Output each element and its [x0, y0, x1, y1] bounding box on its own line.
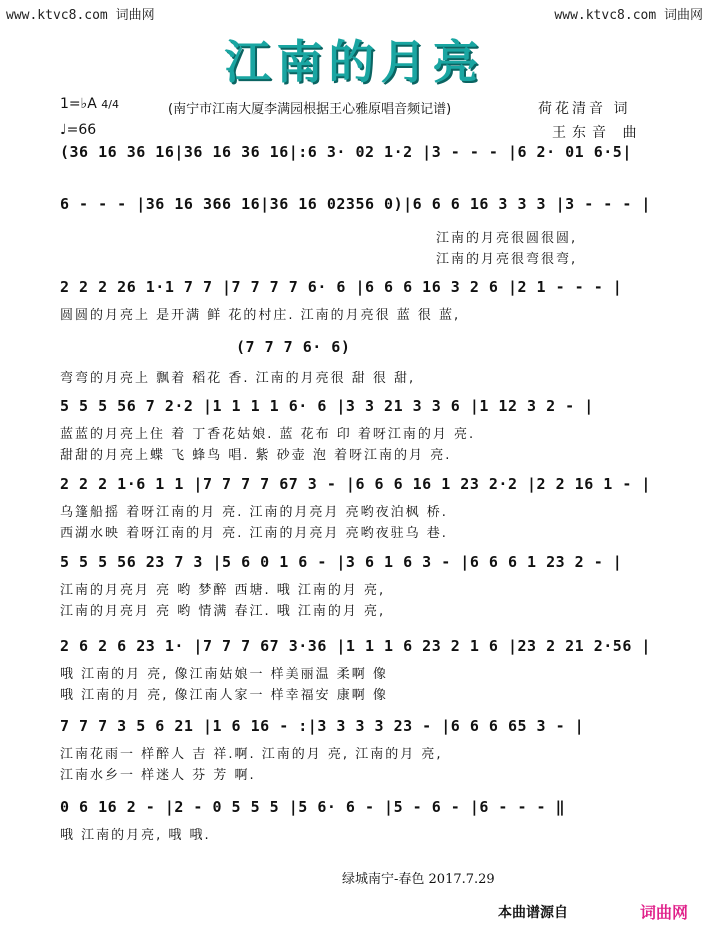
score-row-notes: 2 6 2 6 23 1· |7 7 7 67 3·36 |1 1 1 6 23 2 1 6 |23 2 21 2·56 | — [60, 637, 651, 655]
score-row-notes: 5 5 5 56 23 7 3 |5 6 0 1 6 - |3 6 1 6 3 - |6 6 6 1 23 2 - | — [60, 553, 623, 571]
key-signature — [60, 96, 119, 112]
score-row-lyrics: 江南的月亮很弯很弯, — [436, 252, 578, 267]
score-row-notes: 6 - - - |36 16 366 16|36 16 02356 0)|6 6 6 16 3 3 3 |3 - - - | — [60, 195, 651, 213]
score-row-lyrics: 弯弯的月亮上 飘着 稻花 香. 江南的月亮很 甜 很 甜, — [60, 371, 416, 386]
song-title: 江南的月亮 — [224, 35, 485, 89]
score-row-lyrics: 江南的月亮月 亮 哟 梦醉 西塘. 哦 江南的月 亮, — [60, 583, 386, 598]
score-row-notes: 2 2 2 1·6 1 1 |7 7 7 7 67 3 - |6 6 6 16 1 23 2·2 |2 2 16 1 - | — [60, 475, 651, 493]
score-row-lyrics: 圆圆的月亮上 是开满 鲜 花的村庄. 江南的月亮很 蓝 很 蓝, — [60, 308, 461, 323]
score-row-lyrics: 哦 江南的月亮, 哦 哦. — [60, 828, 211, 843]
score-row-lyrics: 江南的月亮月 亮 哟 情满 春江. 哦 江南的月 亮, — [60, 604, 386, 619]
source-logo-text: 词曲网 — [640, 903, 689, 922]
score-row-lyrics: 西湖水映 着呀江南的月 亮. 江南的月亮月 亮哟夜驻乌 巷. — [60, 526, 448, 541]
footer-credit: 绿城南宁-春色 2017.7.29 — [342, 872, 495, 887]
score-row-lyrics: 哦 江南的月 亮, 像江南姑娘一 样美丽温 柔啊 像 — [60, 667, 388, 682]
source-label: 本曲谱源自 — [498, 905, 568, 921]
watermark-left: www.ktvc8.com 词曲网 — [6, 8, 155, 23]
score-row-lyrics: 江南花雨一 样醉人 吉 祥.啊. 江南的月 亮, 江南的月 亮, — [60, 747, 443, 762]
score-row-lyrics: 哦 江南的月 亮, 像江南人家一 样幸福安 康啊 像 — [60, 688, 388, 703]
lyricist: 荷花清音 词 — [538, 101, 631, 117]
score-row-notes: 0 6 16 2 - |2 - 0 5 5 5 |5 6· 6 - |5 - 6 - |6 - - - ‖ — [60, 798, 566, 816]
score-row-notes: (36 16 36 16|36 16 36 16|:6 3· 02 1·2 |3 - - - |6 2· 01 6·5| — [60, 143, 632, 161]
score-row-notes: 5 5 5 56 7 2·2 |1 1 1 1 6· 6 |3 3 21 3 3 6 |1 12 3 2 - | — [60, 397, 594, 415]
score-row-notes: (7 7 7 6· 6) — [236, 338, 351, 356]
tempo-marking: ♩=66 — [60, 122, 97, 138]
score-row-lyrics: 江南的月亮很圆很圆, — [436, 231, 578, 246]
source-logo — [640, 900, 688, 923]
score-row-lyrics: 乌篷船摇 着呀江南的月 亮. 江南的月亮月 亮哟夜泊枫 桥. — [60, 505, 448, 520]
score-row-notes: 2 2 2 26 1·1 7 7 |7 7 7 7 6· 6 |6 6 6 16 3 2 6 |2 1 - - - | — [60, 278, 623, 296]
key-label: 1=♭A — [60, 96, 97, 112]
source-attribution — [498, 902, 568, 922]
score-row-notes: 7 7 7 3 5 6 21 |1 6 16 - :|3 3 3 3 23 - |6 6 6 65 3 - | — [60, 717, 585, 735]
time-signature: 4/4 — [101, 98, 119, 111]
score-row-lyrics: 江南水乡一 样迷人 芬 芳 啊. — [60, 768, 256, 783]
composer: 王东音 曲 — [552, 125, 643, 141]
score-row-lyrics: 蓝蓝的月亮上住 着 丁香花姑娘. 蓝 花布 印 着呀江南的月 亮. — [60, 427, 476, 442]
score-row-lyrics: 甜甜的月亮上蝶 飞 蜂鸟 唱. 紫 砂壶 泡 着呀江南的月 亮. — [60, 448, 452, 463]
subtitle: (南宁市江南大厦李满园根据王心雅原唱音频记谱) — [168, 102, 452, 117]
watermark-right: www.ktvc8.com 词曲网 — [554, 8, 703, 23]
